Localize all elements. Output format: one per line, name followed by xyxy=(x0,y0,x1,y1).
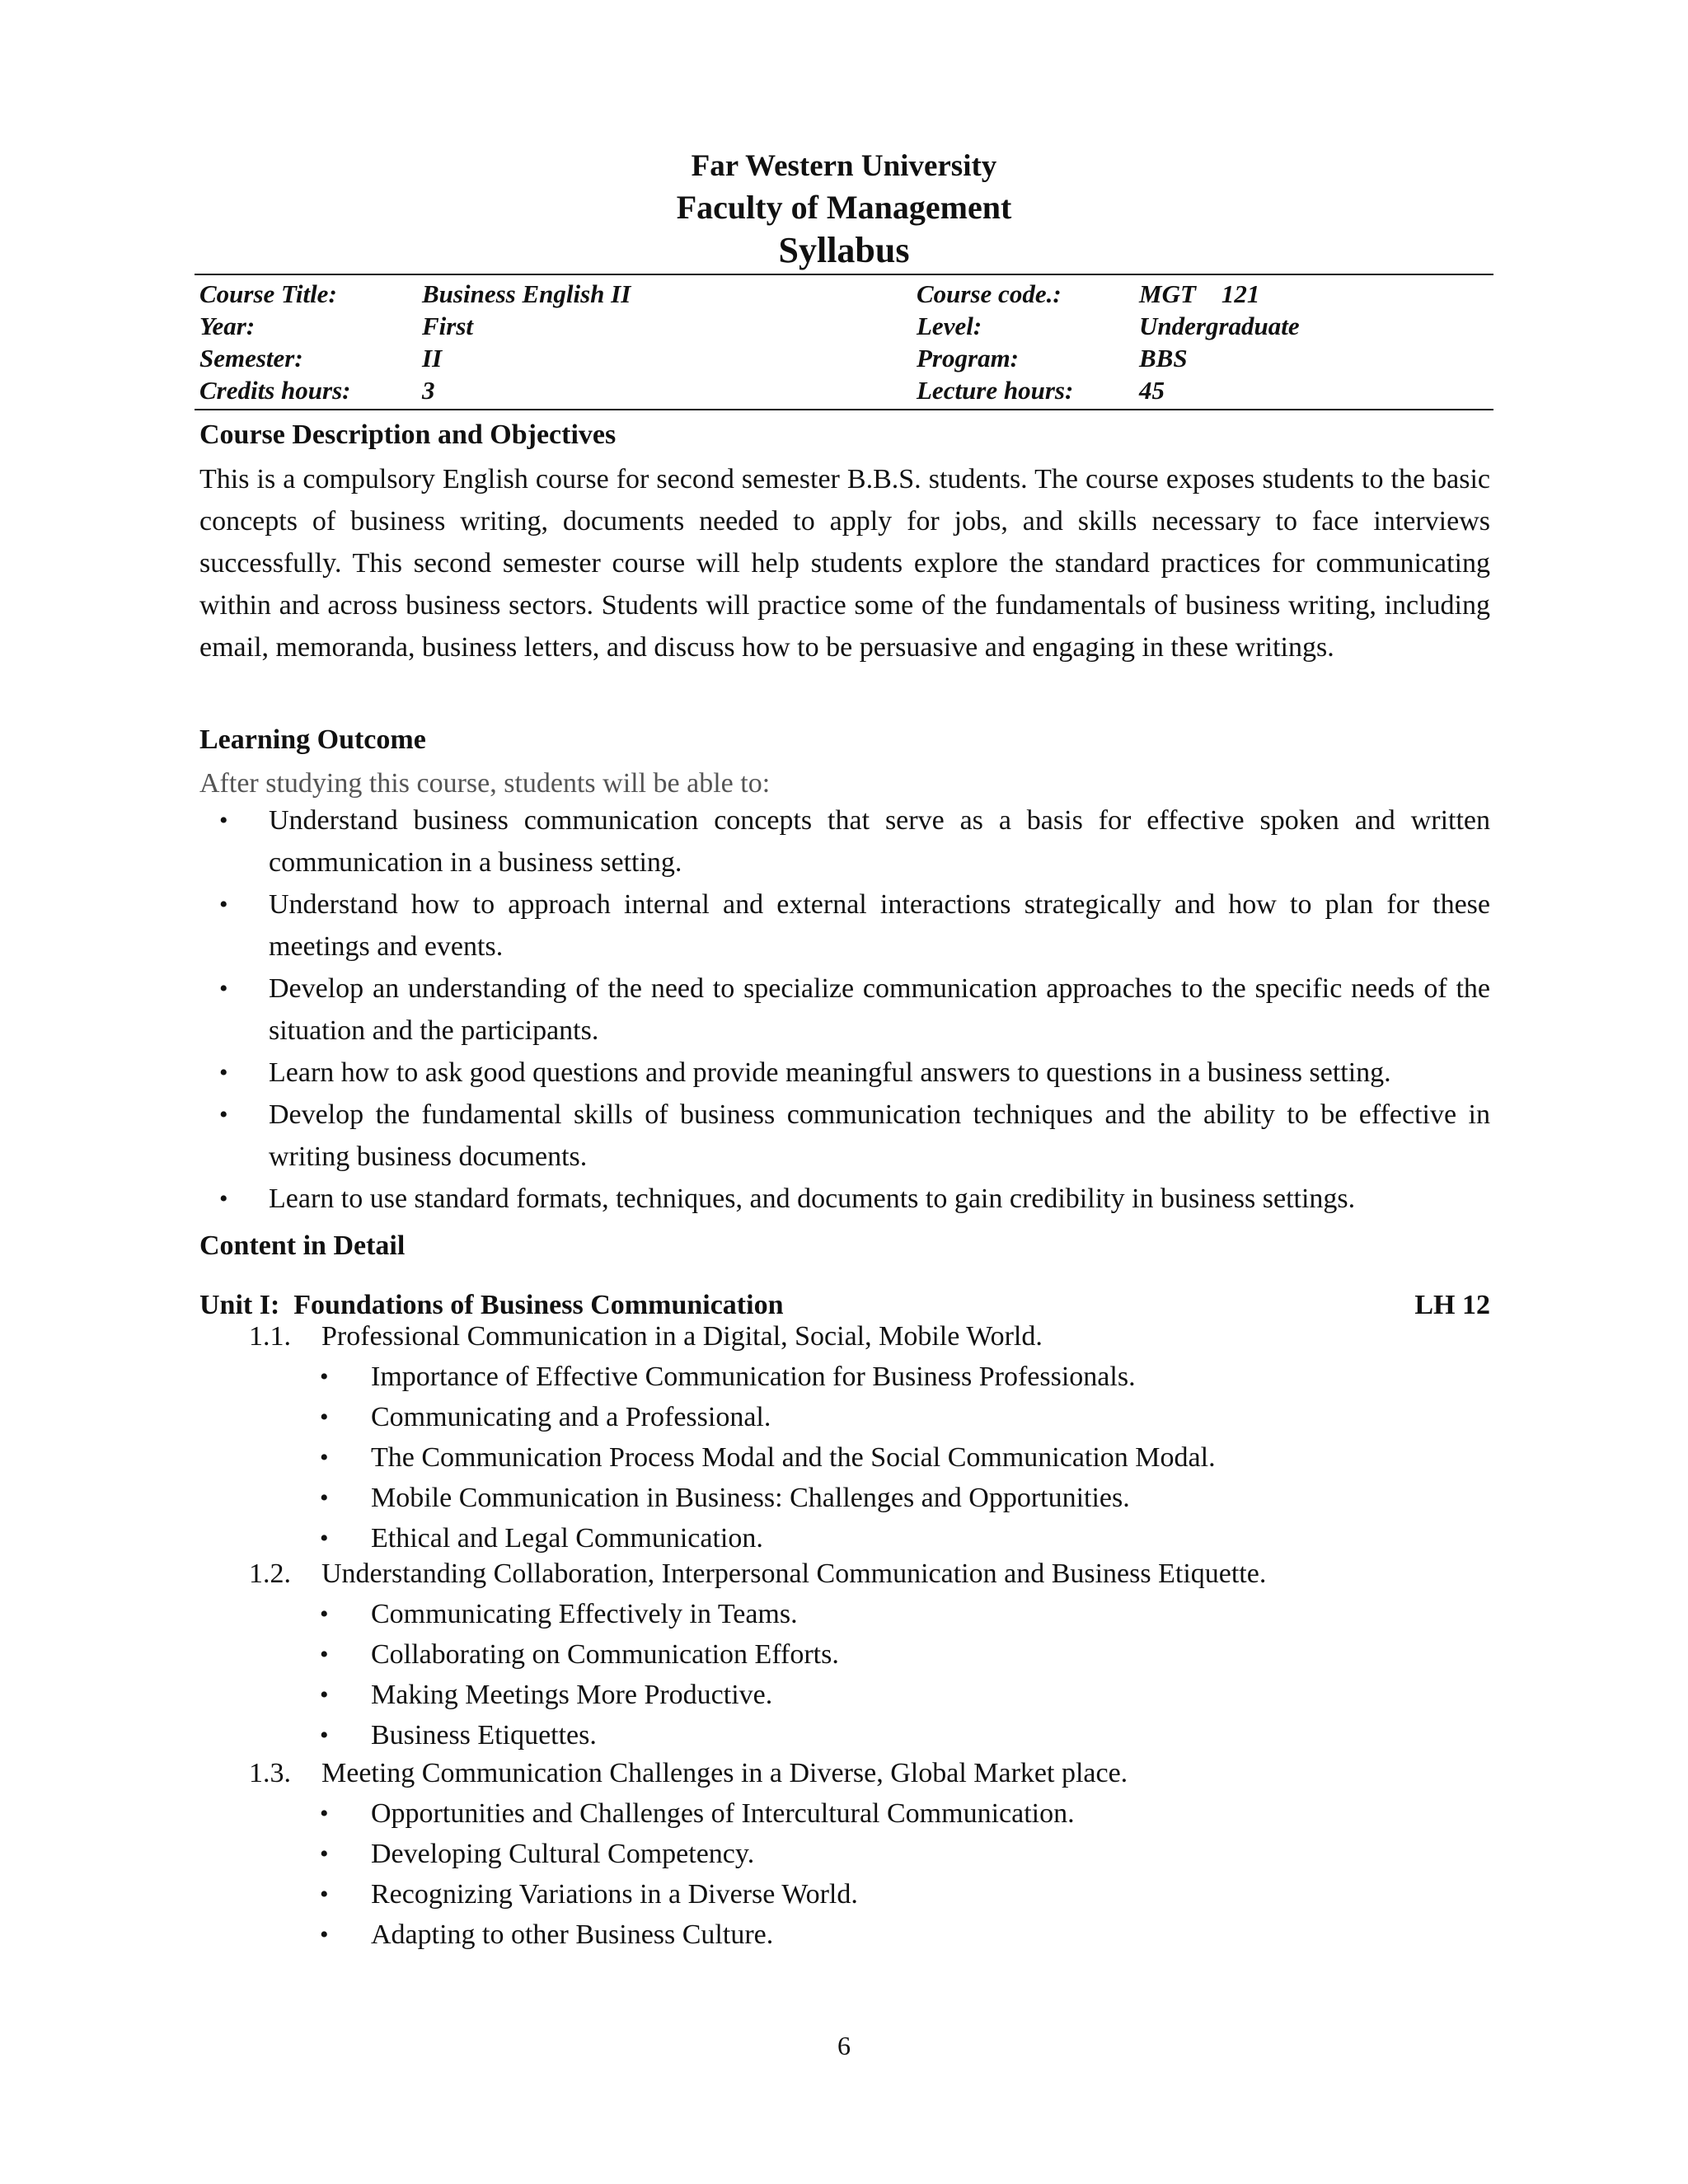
list-item xyxy=(320,1874,1075,1915)
list-item xyxy=(320,1715,839,1755)
section-title-text: Understanding Collaboration, Interpersonal Communication and Business Etiquette. xyxy=(321,1558,1267,1589)
list-item-text: Understand how to approach internal and external interactions strategically and how to plan for these meetings and events. xyxy=(269,889,1490,962)
list-item xyxy=(199,1178,1490,1220)
bullet-icon: • xyxy=(219,807,228,834)
bullet-icon: • xyxy=(219,1059,228,1086)
list-item xyxy=(320,1675,839,1715)
section-number: 1.2. xyxy=(249,1558,291,1589)
list-item-text: Adapting to other Business Culture. xyxy=(371,1919,774,1950)
bullet-icon: • xyxy=(219,1101,228,1128)
list-item xyxy=(320,1518,1216,1558)
section-title-text: Professional Communication in a Digital, Social, Mobile World. xyxy=(321,1321,1043,1352)
bullet-icon: • xyxy=(320,1840,329,1868)
list-item-text: Ethical and Legal Communication. xyxy=(371,1523,763,1554)
list-item xyxy=(320,1437,1216,1478)
list-item xyxy=(320,1397,1216,1437)
bullet-icon: • xyxy=(320,1484,329,1511)
section-item-list xyxy=(320,1793,1075,1955)
list-item xyxy=(199,1052,1490,1094)
section-title xyxy=(249,1556,1266,1592)
content-heading: Content in Detail xyxy=(199,1230,406,1261)
list-item-text: Communicating Effectively in Teams. xyxy=(371,1599,798,1629)
section-title-text: Meeting Communication Challenges in a Diverse, Global Market place. xyxy=(321,1758,1128,1788)
list-item-text: Collaborating on Communication Efforts. xyxy=(371,1639,839,1670)
section-number: 1.1. xyxy=(249,1321,291,1352)
info-value: Business English II xyxy=(422,279,631,308)
info-label: Lecture hours: xyxy=(917,376,1074,405)
list-item xyxy=(320,1594,839,1634)
list-item xyxy=(199,883,1490,968)
info-value: II xyxy=(422,344,443,373)
list-item-text: Communicating and a Professional. xyxy=(371,1402,771,1432)
info-row xyxy=(195,374,1493,406)
university-name: Far Western University xyxy=(691,149,997,183)
list-item-text: Develop an understanding of the need to specialize communication approaches to the specific needs of the situation and the participants. xyxy=(269,973,1490,1046)
list-item xyxy=(199,968,1490,1052)
list-item xyxy=(199,799,1490,883)
bullet-icon: • xyxy=(320,1404,329,1431)
info-label: Course code.: xyxy=(917,279,1062,308)
bullet-icon: • xyxy=(320,1881,329,1908)
list-item-text: Making Meetings More Productive. xyxy=(371,1680,773,1710)
section-item-list xyxy=(320,1357,1216,1558)
info-row xyxy=(195,342,1493,374)
info-value: 3 xyxy=(422,376,435,405)
bullet-icon: • xyxy=(219,1185,228,1212)
info-value: Undergraduate xyxy=(1139,312,1300,340)
info-label: Credits hours: xyxy=(199,376,351,405)
info-row xyxy=(195,310,1493,342)
list-item-text: Importance of Effective Communication for Business Professionals. xyxy=(371,1361,1136,1392)
page-number: 6 xyxy=(837,2031,851,2060)
section-item-list xyxy=(320,1594,839,1755)
list-item xyxy=(320,1634,839,1675)
info-label: Program: xyxy=(917,344,1019,373)
info-label: Course Title: xyxy=(199,279,337,308)
info-label: Year: xyxy=(199,312,256,340)
list-item-text: Mobile Communication in Business: Challenges and Opportunities. xyxy=(371,1483,1130,1513)
list-item xyxy=(320,1915,1075,1955)
list-item xyxy=(320,1834,1075,1874)
document-type: Syllabus xyxy=(778,230,910,270)
section-title xyxy=(249,1319,1043,1355)
list-item-text: Understand business communication concepts that serve as a basis for effective spoken and written communication in a business setting. xyxy=(269,805,1490,878)
learning-outcome-intro: After studying this course, students will be able to: xyxy=(199,768,771,799)
bullet-icon: • xyxy=(320,1444,329,1471)
info-value: BBS xyxy=(1139,344,1188,373)
bullet-icon: • xyxy=(320,1525,329,1552)
list-item-text: Opportunities and Challenges of Intercultural Communication. xyxy=(371,1798,1075,1829)
description-text: This is a compulsory English course for second semester B.B.S. students. The course exposes students to the basic concepts of business writing, documents needed to apply for jobs, and skills necessary to face interviews successfully. This second semester course will help students explore the standard practices for communicating within and across business sectors. Students will practice some of the fundamentals of business writing, including email, memoranda, business letters, and discuss how to be persuasive and engaging in these writings. xyxy=(199,464,1490,663)
list-item xyxy=(320,1478,1216,1518)
info-row xyxy=(195,278,1493,310)
learning-outcome-heading: Learning Outcome xyxy=(199,724,426,755)
unit-hours: LH 12 xyxy=(1414,1290,1490,1320)
list-item xyxy=(320,1793,1075,1834)
list-item-text: Developing Cultural Competency. xyxy=(371,1839,755,1869)
bullet-icon: • xyxy=(320,1800,329,1827)
list-item-text: Develop the fundamental skills of business communication techniques and the ability to be effective in writing business documents. xyxy=(269,1099,1490,1172)
info-value: First xyxy=(422,312,474,340)
bullet-icon: • xyxy=(320,1641,329,1668)
document-header xyxy=(0,147,1688,272)
list-item-text: Learn to use standard formats, techniques, and documents to gain credibility in business settings. xyxy=(269,1183,1356,1214)
bullet-icon: • xyxy=(320,1601,329,1628)
list-item xyxy=(199,1094,1490,1178)
bullet-icon: • xyxy=(320,1921,329,1948)
bullet-icon: • xyxy=(320,1363,329,1390)
info-label: Semester: xyxy=(199,344,303,373)
section-number: 1.3. xyxy=(249,1758,291,1788)
list-item-text: Business Etiquettes. xyxy=(371,1720,597,1750)
info-value: MGT 121 xyxy=(1139,279,1260,308)
bullet-icon: • xyxy=(219,891,228,918)
list-item-text: Recognizing Variations in a Diverse World. xyxy=(371,1879,858,1910)
course-info-table xyxy=(195,274,1493,410)
bullet-icon: • xyxy=(320,1722,329,1749)
section-title xyxy=(249,1755,1128,1792)
bullet-icon: • xyxy=(219,975,228,1002)
bullet-icon: • xyxy=(320,1681,329,1708)
info-value: 45 xyxy=(1139,376,1165,405)
faculty-name: Faculty of Management xyxy=(676,189,1012,226)
list-item xyxy=(320,1357,1216,1397)
list-item-text: The Communication Process Modal and the Social Communication Modal. xyxy=(371,1442,1216,1473)
info-label: Level: xyxy=(917,312,982,340)
description-heading: Course Description and Objectives xyxy=(199,419,617,450)
learning-outcome-list xyxy=(199,799,1490,1220)
unit-title: Unit I: Foundations of Business Communication xyxy=(199,1290,784,1320)
list-item-text: Learn how to ask good questions and provide meaningful answers to questions in a business setting. xyxy=(269,1057,1391,1088)
